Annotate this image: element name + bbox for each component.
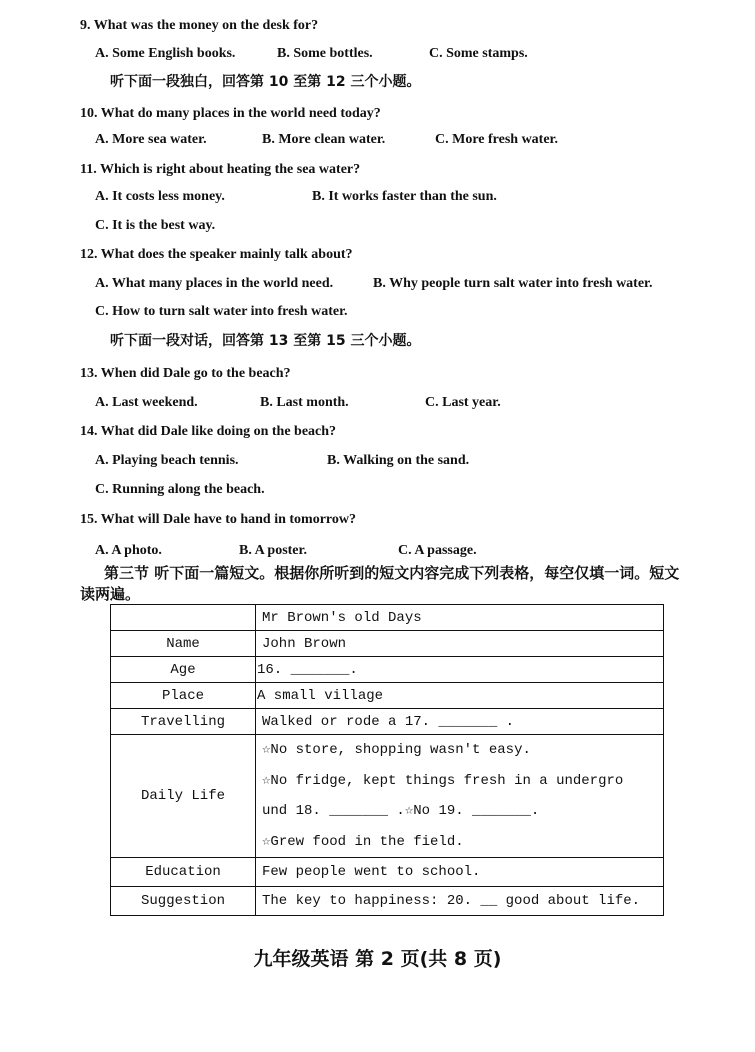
table-row	[111, 887, 664, 916]
row-value: The key to happiness: 20. __ good about life.	[256, 887, 664, 916]
option: B. More clean water.	[262, 132, 386, 147]
question-12: 12. What does the speaker mainly talk about?	[80, 247, 353, 262]
option: C. Last year.	[425, 395, 501, 410]
option: A. Some English books.	[95, 46, 236, 61]
row-label: Age	[111, 657, 256, 683]
option: A. It costs less money.	[95, 189, 225, 204]
option: B. Some bottles.	[277, 46, 373, 61]
row-label: Suggestion	[111, 887, 256, 916]
option: C. Some stamps.	[429, 46, 528, 61]
option: A. A photo.	[95, 543, 162, 558]
option: C. Running along the beach.	[95, 482, 265, 497]
row-label: Daily Life	[111, 735, 256, 858]
option: C. It is the best way.	[95, 218, 216, 233]
option: B. Walking on the sand.	[327, 453, 470, 468]
daily-life-line: ☆No fridge, kept things fresh in a undergro	[262, 772, 624, 789]
row-value: Walked or rode a 17. _______ .	[256, 709, 664, 735]
option: C. More fresh water.	[435, 132, 558, 147]
option: A. More sea water.	[95, 132, 207, 147]
option: A. What many places in the world need.	[95, 276, 334, 291]
question-9: 9. What was the money on the desk for?	[80, 18, 319, 33]
option: B. Last month.	[260, 395, 349, 410]
page-footer: 九年级英语 第 2 页(共 8 页)	[253, 948, 502, 970]
question-15: 15. What will Dale have to hand in tomorrow?	[80, 512, 356, 527]
table-title: Mr Brown's old Days	[256, 605, 664, 631]
question-14: 14. What did Dale like doing on the beach?	[80, 424, 337, 439]
row-label: Travelling	[111, 709, 256, 735]
row-label: Education	[111, 858, 256, 887]
row-value: John Brown	[256, 631, 664, 657]
row-value: Few people went to school.	[256, 858, 664, 887]
option: B. A poster.	[239, 543, 307, 558]
table-row	[111, 858, 664, 887]
section3-instruction-cont: 读两遍。	[80, 585, 141, 603]
daily-life-line: ☆No store, shopping wasn't easy.	[262, 742, 531, 758]
row-label: Place	[111, 683, 256, 709]
table-row	[111, 735, 664, 858]
instruction-monologue: 听下面一段独白，回答第 10 至第 12 三个小题。	[110, 74, 421, 90]
row-value	[256, 735, 664, 858]
row-value: A small village	[256, 683, 664, 709]
table-row	[111, 657, 664, 683]
info-table	[110, 604, 664, 916]
section3-instruction: 第三节 听下面一篇短文。根据你所听到的短文内容完成下列表格，每空仅填一词。短文	[104, 564, 680, 582]
option: B. Why people turn salt water into fresh water.	[373, 276, 653, 291]
question-10: 10. What do many places in the world need today?	[80, 106, 381, 121]
row-value: 16. _______.	[256, 657, 664, 683]
option: C. How to turn salt water into fresh water.	[95, 304, 348, 319]
table-row	[111, 631, 664, 657]
table-row	[111, 683, 664, 709]
question-13: 13. When did Dale go to the beach?	[80, 366, 291, 381]
instruction-dialogue: 听下面一段对话，回答第 13 至第 15 三个小题。	[110, 333, 421, 349]
option: A. Playing beach tennis.	[95, 453, 239, 468]
option: B. It works faster than the sun.	[312, 189, 497, 204]
table-row	[111, 709, 664, 735]
row-label: Name	[111, 631, 256, 657]
table-row	[111, 605, 664, 631]
daily-life-line: ☆Grew food in the field.	[262, 833, 464, 850]
option: C. A passage.	[398, 543, 477, 558]
option: A. Last weekend.	[95, 395, 198, 410]
question-11: 11. Which is right about heating the sea water?	[80, 162, 361, 177]
daily-life-line: und 18. _______ .☆No 19. _______.	[262, 803, 540, 819]
